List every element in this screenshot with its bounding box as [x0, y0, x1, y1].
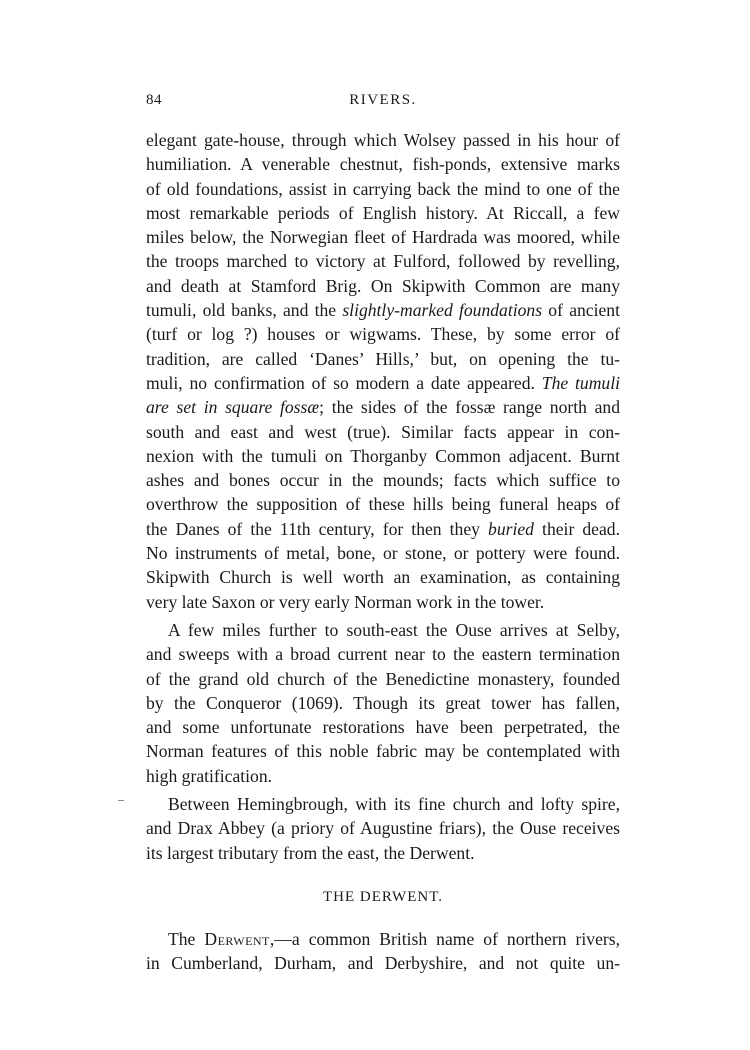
text-line: and some unfortunate restorations have been perpetrated, the [146, 717, 620, 738]
paragraph [146, 792, 620, 865]
text-line: by the Conqueror (1069). Though its great tower has fallen, [146, 692, 620, 713]
text-line: and sweeps with a broad current near to the eastern termination [146, 644, 620, 665]
running-head [146, 92, 620, 112]
text-segment: of ancient [542, 300, 620, 321]
text-line: and Drax Abbey (a priory of Augustine friars), the Ouse receives [146, 818, 620, 839]
text-line: (turf or log ?) houses or wigwams. These, by some error of [146, 324, 620, 345]
text-line: nexion with the tumuli on Thorganby Common adjacent. Burnt [146, 445, 620, 466]
text-segment: muli, no confirmation of so modern a date appeared. [146, 372, 542, 393]
italic-phrase: buried [488, 518, 534, 539]
text-line: A few miles further to south-east the Ouse arrives at Selby, [168, 619, 620, 640]
text-line: south and east and west (true). Similar facts appear in con- [146, 421, 620, 442]
text-line: the troops marched to victory at Fulford, followed by revelling, [146, 251, 620, 272]
section-heading: THE DERWENT. [322, 888, 444, 905]
body-text [146, 128, 620, 976]
running-title: RIVERS. [349, 92, 417, 108]
text-line: very late Saxon or very early Norman work in the tower. [146, 591, 545, 612]
text-line: in Cumberland, Durham, and Derbyshire, and not quite un- [146, 953, 620, 974]
text-line: and death at Stamford Brig. On Skipwith Common are many [146, 275, 620, 296]
italic-phrase: slightly-marked foundations [342, 300, 543, 321]
text-line: Norman features of this noble fabric may be contemplated with [146, 741, 620, 762]
text-segment: ; the sides of the fossæ range north and [319, 397, 620, 418]
text-line: No instruments of metal, bone, or stone, or pottery were found. [146, 543, 620, 564]
text-line [146, 298, 620, 322]
text-line: miles below, the Norwegian fleet of Hardrada was moored, while [146, 227, 620, 248]
text-segment: the Danes of the 11th century, for then they [146, 518, 489, 539]
text-line [146, 371, 620, 395]
text-line: high gratification. [146, 765, 273, 786]
text-line [146, 517, 620, 541]
text-line [146, 395, 620, 419]
text-segment: their dead. [533, 518, 620, 539]
paragraph [146, 128, 620, 614]
text-line: overthrow the supposition of these hills being funeral heaps of [146, 494, 620, 515]
text-line: most remarkable periods of English history. At Riccall, a few [146, 202, 620, 223]
text-segment: The [168, 928, 205, 949]
paragraph [146, 927, 620, 976]
text-line: ashes and bones occur in the mounds; facts which suffice to [146, 470, 620, 491]
text-line: of old foundations, assist in carrying back the mind to one of the [146, 178, 620, 199]
text-line [146, 927, 620, 951]
text-segment: tumuli, old banks, and the [146, 300, 343, 321]
italic-phrase: are set in square fossæ [146, 397, 320, 418]
small-caps-word: Derwent [204, 928, 270, 949]
paragraph [146, 618, 620, 788]
text-line: elegant gate-house, through which Wolsey passed in his hour of [146, 130, 620, 150]
text-line: tradition, are called ‘Danes’ Hills,’ but, on opening the tu- [146, 348, 620, 369]
text-segment: ,—a common British name of northern rivers, [269, 928, 620, 949]
text-line: of the grand old church of the Benedictine monastery, founded [146, 668, 620, 689]
italic-phrase: The tumuli [541, 372, 620, 393]
text-line: humiliation. A venerable chestnut, fish-ponds, extensive marks [146, 154, 620, 175]
text-line: Skipwith Church is well worth an examination, as containing [146, 567, 620, 588]
text-line: its largest tributary from the east, the Derwent. [146, 842, 475, 863]
page-number: 84 [146, 92, 162, 108]
text-line: Between Hemingbrough, with its fine church and lofty spire, [168, 794, 620, 815]
margin-mark [118, 800, 124, 801]
